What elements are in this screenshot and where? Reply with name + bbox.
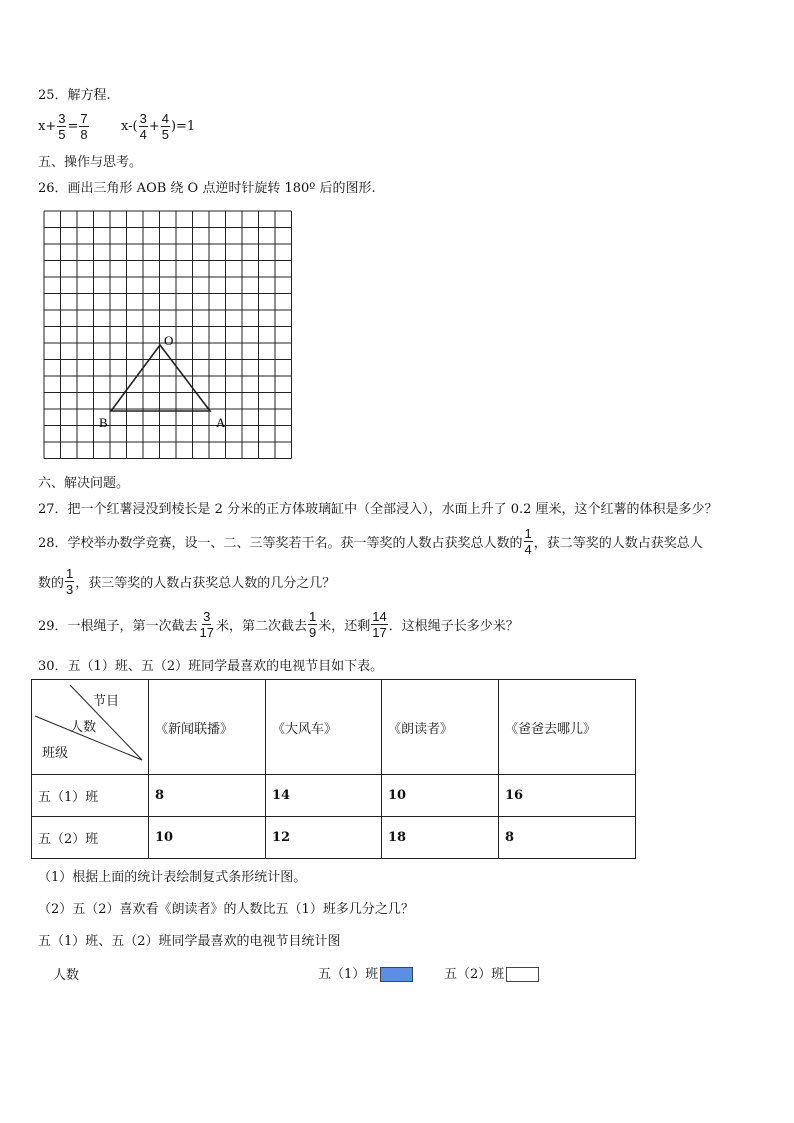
q28-fraction-1: $\frac{1}{4}$: [524, 526, 532, 557]
table-cell: 10: [382, 775, 499, 817]
q28-fraction-2: $\frac{1}{3}$: [66, 566, 74, 597]
q29-line: [38, 609, 519, 640]
q27-text: 27．把一个红薯浸没到棱长是 2 分米的正方体玻璃缸中（全部浸入），水面上升了 0.2 厘米，这个红薯的体积是多少？: [38, 502, 718, 517]
chart-y-axis-label: 人数: [53, 968, 80, 983]
header-diag-mid: 人数: [70, 720, 97, 735]
triangle-aob: [111, 345, 210, 411]
row-label: 五（1）班: [32, 775, 149, 817]
table-cell: 10: [149, 817, 266, 859]
eq2-op: +: [148, 119, 160, 134]
point-b-label: B: [99, 415, 108, 430]
q25-equation-1: [38, 111, 90, 142]
eq1-fraction-2: $\frac{7}{8}$: [80, 111, 88, 142]
eq1-fraction-1: $\frac{3}{5}$: [58, 111, 66, 142]
legend-swatch-class-1: [380, 967, 413, 982]
q30-sub-1: （1）根据上面的统计表绘制复式条形统计图。: [38, 870, 307, 885]
eq1-op: =: [67, 119, 79, 134]
q29-mid2: 米，还剩: [318, 619, 371, 634]
table-cell: 8: [499, 817, 636, 859]
q28-line2-post: ，获三等奖的人数占获奖总人数的几分之几？: [75, 576, 336, 591]
column-header: 《爸爸去哪儿》: [499, 680, 636, 775]
q30-text: 30．五（1）班、五（2）班同学最喜欢的电视节目如下表。: [38, 659, 384, 674]
q25-title: 25．解方程.: [38, 88, 111, 103]
q28-line-2: [38, 566, 335, 597]
section-5-heading: 五、操作与思考。: [38, 155, 143, 170]
table-row: [32, 817, 636, 859]
q29-post: ．这根绳子长多少米？: [388, 619, 519, 634]
table-cell: 12: [266, 817, 382, 859]
q28-line2-pre: 数的: [38, 576, 65, 591]
eq2-fraction-2: $\frac{4}{5}$: [161, 111, 169, 142]
q26-text: 26．画出三角形 AOB 绕 O 点逆时针旋转 180º 后的图形.: [38, 181, 376, 196]
table-cell: 16: [499, 775, 636, 817]
legend-label-class-1: 五（1）班: [318, 967, 379, 982]
tv-preference-table: [31, 679, 636, 859]
row-label: 五（2）班: [32, 817, 149, 859]
table-cell: 8: [149, 775, 266, 817]
rotation-grid-figure: [38, 205, 300, 467]
q28-post: ，获二等奖的人数占获奖总人: [533, 536, 703, 551]
table-cell: 18: [382, 817, 499, 859]
table-cell: 14: [266, 775, 382, 817]
q29-fraction-1: $\frac{3}{17}$: [199, 609, 215, 640]
legend-item-class-2: [444, 963, 539, 982]
q28-pre: 28．学校举办数学竞赛，设一、二、三等奖若干名。获一等奖的人数占获奖总人数的: [38, 536, 523, 551]
q29-pre: 29．一根绳子，第一次截去: [38, 619, 198, 634]
diagonal-header-cell: [32, 680, 149, 775]
legend-item-class-1: [318, 963, 413, 982]
q29-fraction-3: $\frac{14}{17}$: [372, 609, 387, 640]
header-diag-top: 节目: [93, 694, 120, 709]
eq2-fraction-1: $\frac{3}{4}$: [139, 111, 147, 142]
q29-mid1: 米，第二次截去: [216, 619, 308, 634]
legend-swatch-class-2: [506, 967, 539, 982]
eq1-lead: x+: [38, 119, 57, 134]
q28-line-1: [38, 526, 703, 557]
column-header: 《朗读者》: [382, 680, 499, 775]
table-row: [32, 775, 636, 817]
column-header: 《新闻联播》: [149, 680, 266, 775]
point-o-label: O: [164, 333, 174, 348]
q25-equation-2: [121, 111, 195, 142]
column-header: 《大风车》: [266, 680, 382, 775]
legend-label-class-2: 五（2）班: [444, 967, 505, 982]
section-6-heading: 六、解决问题。: [38, 476, 130, 491]
q29-fraction-2: $\frac{1}{9}$: [309, 609, 317, 640]
q30-sub-2: （2）五（2）喜欢看《朗读者》的人数比五（1）班多几分之几？: [38, 902, 414, 917]
eq2-lead: x-(: [121, 119, 138, 134]
point-a-label: A: [216, 415, 226, 430]
chart-title: 五（1）班、五（2）班同学最喜欢的电视节目统计图: [38, 934, 341, 949]
header-diag-bottom: 班级: [42, 746, 69, 761]
eq2-tail: )=1: [170, 119, 196, 134]
